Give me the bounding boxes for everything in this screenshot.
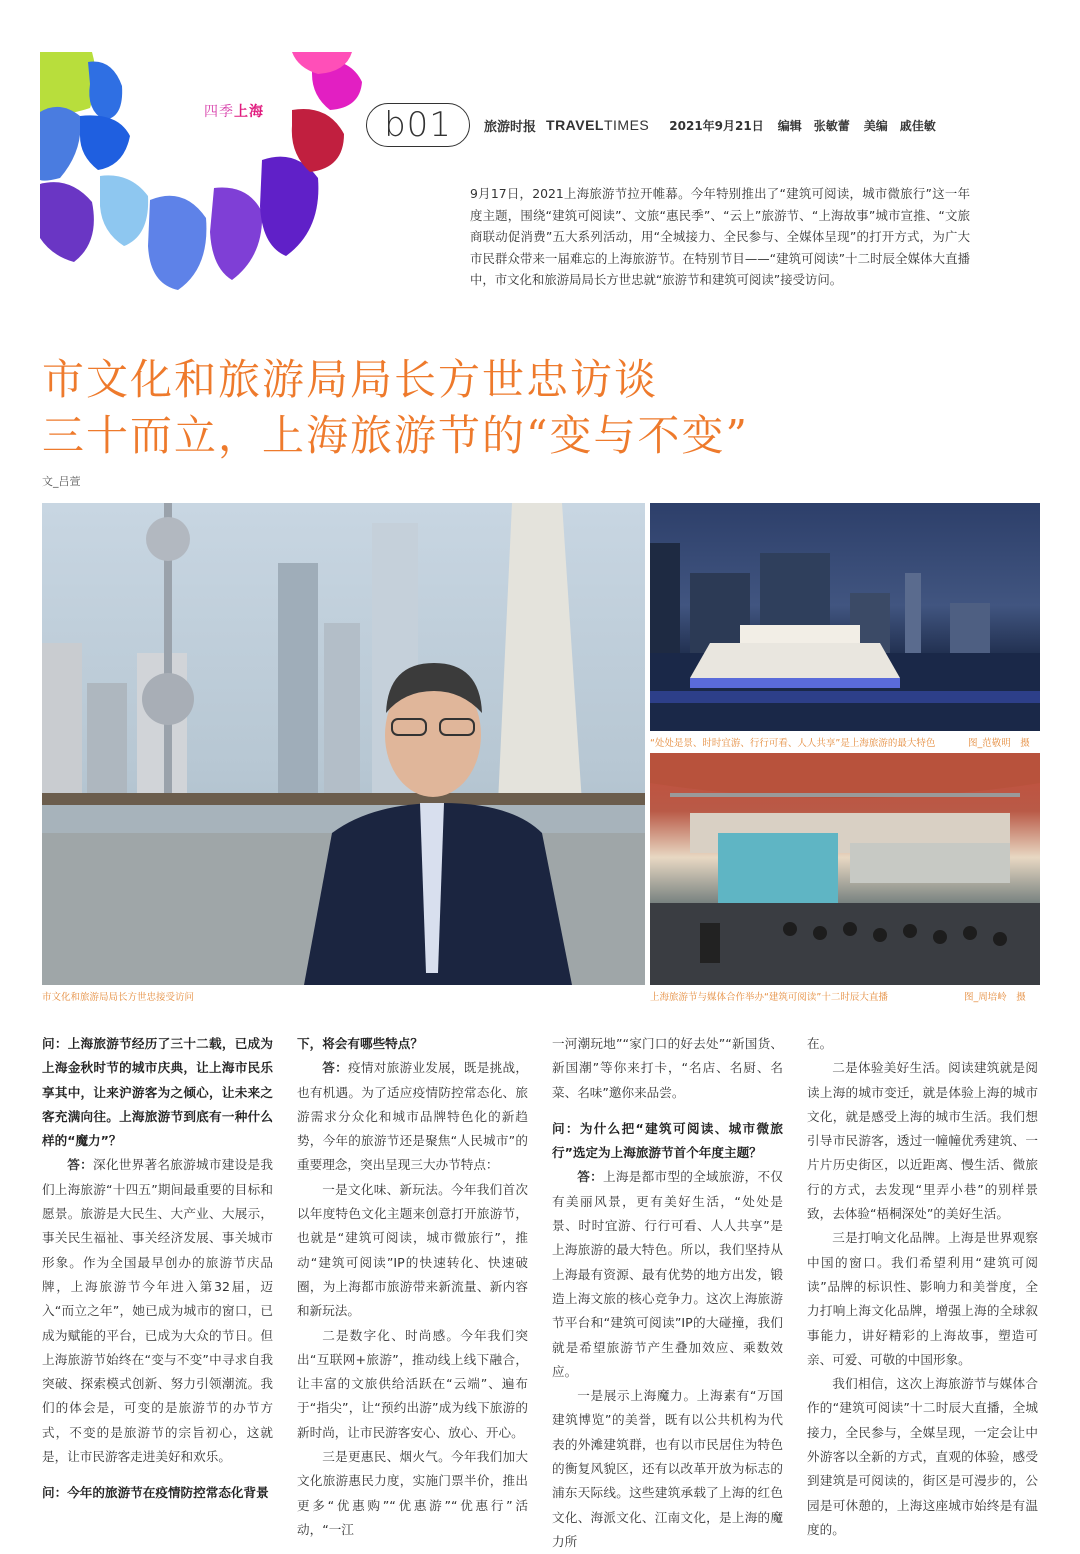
theme-point-1: 一是展示上海魔力。上海素有“万国建筑博览”的美誉，既有以公共机构为代表的外滩建筑群，也有以市民居住为特色的衡复风貌区，还有以改革开放为标志的浦东天际线。这些建筑承载了上海的红色文化、海派文化、江南文化，是上海的魔力所	[552, 1388, 783, 1549]
question-3: 问：为什么把“建筑可阅读、城市微旅行”选定为上海旅游节首个年度主题？	[552, 1120, 783, 1161]
answer-label: 答：	[322, 1060, 348, 1076]
cruise-photo-credit: 图_范敬明 摄	[968, 738, 1030, 749]
paper-name: 旅游时报	[484, 119, 537, 135]
question-1: 问：上海旅游节经历了三十二载，已成为上海金秋时节的城市庆典，让上海市民乐享其中，让来沪游客为之倾心，让未来之客充满向往。上海旅游节到底有一种什么样的“魔力”？	[42, 1036, 273, 1149]
decorative-color-petals	[0, 0, 400, 300]
section-name: 上海	[234, 104, 264, 120]
section-tag	[204, 101, 264, 121]
theme-point-3: 三是打响文化品牌。上海是世界观察中国的窗口。我们希望利用“建筑可阅读”品牌的标识性、影响力和美誉度，全力打响上海文化品牌，增强上海的全球叙事能力，讲好精彩的上海故事，塑造可亲、可爱、可敬的中国形象。	[807, 1230, 1038, 1367]
feature-point-2: 二是数字化、时尚感。今年我们突出“互联网+旅游”，推动线上线下融合，让丰富的文旅供给活跃在“云端”、遍布于“指尖”，让“预约出游”成为线下旅游的新时尚，让市民游客安心、放心、开心。	[297, 1327, 528, 1440]
question-2-start: 问：今年的旅游节在疫情防控常态化背景	[42, 1485, 269, 1501]
headline-line-2: 三十而立，上海旅游节的“变与不变”	[42, 411, 749, 460]
answer-2: 疫情对旅游业发展，既是挑战，也有机遇。为了适应疫情防控常态化、旅游需求分众化和城市品牌特色化的新趋势，今年的旅游节还是聚焦“人民城市”的重要理念，突出呈现三大办节特点：	[297, 1060, 529, 1173]
paper-en-bold: TRAVEL	[546, 117, 604, 133]
question-2-end: 下，将会有哪些特点？	[297, 1036, 423, 1051]
article-column-4	[807, 1032, 1038, 1537]
interview-photo	[42, 503, 645, 985]
answer-label: 答：	[577, 1169, 603, 1185]
broadcast-photo-caption: 上海旅游节与媒体合作举办“建筑可阅读”十二时辰大直播	[650, 992, 888, 1003]
feature-point-3-end: 一河潮玩地”“家门口的好去处”“新国货、新国潮”等你来打卡，“名店、名厨、名菜、名味”邀你来品尝。	[552, 1036, 783, 1100]
answer-1: 深化世界著名旅游城市建设是我们上海旅游“十四五”期间最重要的目标和愿景。旅游是大民生、大产业、大展示，事关民生福祉、事关经济发展、事关城市形象。作为全国最早创办的旅游节庆品牌，上海旅游节今年进入第32届，迈入“而立之年”，她已成为城市的窗口，已成为赋能的平台，已成为大众的节日。但上海旅游节始终在“变与不变”中寻求自我突破、探索模式创新、努力引领潮流。我们的体会是，可变的是旅游节的办节方式，不变的是旅游节的宗旨初心，这就是，让市民游客走进美好和欢乐。	[42, 1157, 274, 1465]
article-column-2	[297, 1032, 529, 1537]
theme-point-2: 二是体验美好生活。阅读建筑就是阅读上海的城市变迁，就是体验上海的城市文化，就是感受上海的城市生活。我们想引导市民游客，透过一幢幢优秀建筑、一片片历史街区，以近距离、慢生活、微旅行的方式，去发现“里弄小巷”的别样景致，去体验“梧桐深处”的美好生活。	[807, 1060, 1038, 1222]
broadcast-photo-credit: 图_周培岭 摄	[964, 992, 1026, 1003]
river-cruise-photo	[650, 503, 1040, 731]
closing-paragraph: 我们相信，这次上海旅游节与媒体合作的“建筑可阅读”十二时辰大直播，全城接力，全民参与，全媒呈现，一定会让中外游客以全新的方式，直观的体验，感受到建筑是可阅读的，街区是可漫步的，公园是可休憩的，上海这座城市始终是有温度的。	[807, 1376, 1038, 1537]
issue-meta	[669, 117, 935, 134]
paper-english-name	[546, 117, 649, 133]
feature-point-3: 三是更惠民、烟火气。今年我们加大文化旅游惠民力度，实施门票半价，推出更多“优惠购”“优惠游”“优惠行”活动，“一江	[297, 1449, 528, 1537]
page-number: b01	[366, 103, 470, 147]
answer-3: 上海是都市型的全域旅游，不仅有美丽风景，更有美好生活，“处处是景、时时宜游、行行可看、人人共享”是上海旅游的最大特色。所以，我们坚持从上海最有资源、最有优势的地方出发，锻造上海文旅的核心竞争力。这次上海旅游节平台和“建筑可阅读”IP的大碰撞，我们就是希望旅游节产生叠加效应、乘数效应。	[552, 1169, 784, 1379]
headline	[42, 352, 1042, 464]
headline-line-1: 市文化和旅游局局长方世忠访谈	[42, 355, 659, 404]
designer-credit: 美编 戚佳敏	[863, 118, 936, 133]
live-broadcast-photo	[650, 753, 1040, 985]
article-column-1	[42, 1032, 274, 1501]
main-photo-caption: 市文化和旅游局局长方世忠接受访问	[42, 992, 195, 1003]
theme-point-1-end: 在。	[807, 1036, 833, 1051]
section-prefix: 四季	[204, 104, 234, 120]
masthead-bar	[366, 103, 936, 147]
editor-credit: 编辑 张敏蕾	[777, 118, 850, 133]
paper-en-light: TIMES	[603, 117, 650, 133]
article-body	[42, 1032, 1040, 1549]
feature-point-1: 一是文化味、新玩法。今年我们首次以年度特色文化主题来创意打开旅游节，也就是“建筑可阅读，城市微旅行”，推动“建筑可阅读”IP的快速转化、快速破圈，为上海都市旅游带来新流量、新内容和新玩法。	[297, 1181, 528, 1319]
byline: 文_吕萱	[42, 475, 81, 488]
article-column-3	[552, 1032, 784, 1549]
cruise-photo-caption: “处处是景、时时宜游、行行可看、人人共享”是上海旅游的最大特色	[650, 738, 936, 749]
answer-label: 答：	[67, 1157, 93, 1173]
issue-date: 2021年9月21日	[669, 118, 764, 133]
intro-paragraph: 9月17日，2021上海旅游节拉开帷幕。今年特别推出了“建筑可阅读，城市微旅行”这一年度主题，围绕“建筑可阅读”、文旅“惠民季”、“云上”旅游节、“上海故事”城市宣推、“文旅商联动促消费”五大系列活动，用“全城接力、全民参与、全媒体呈现”的打开方式，为广大市民群众带来一届难忘的上海旅游节。在特别节目——“建筑可阅读”十二时辰全媒体大直播中，市文化和旅游局局长方世忠就“旅游节和建筑可阅读”接受访问。	[470, 186, 970, 287]
